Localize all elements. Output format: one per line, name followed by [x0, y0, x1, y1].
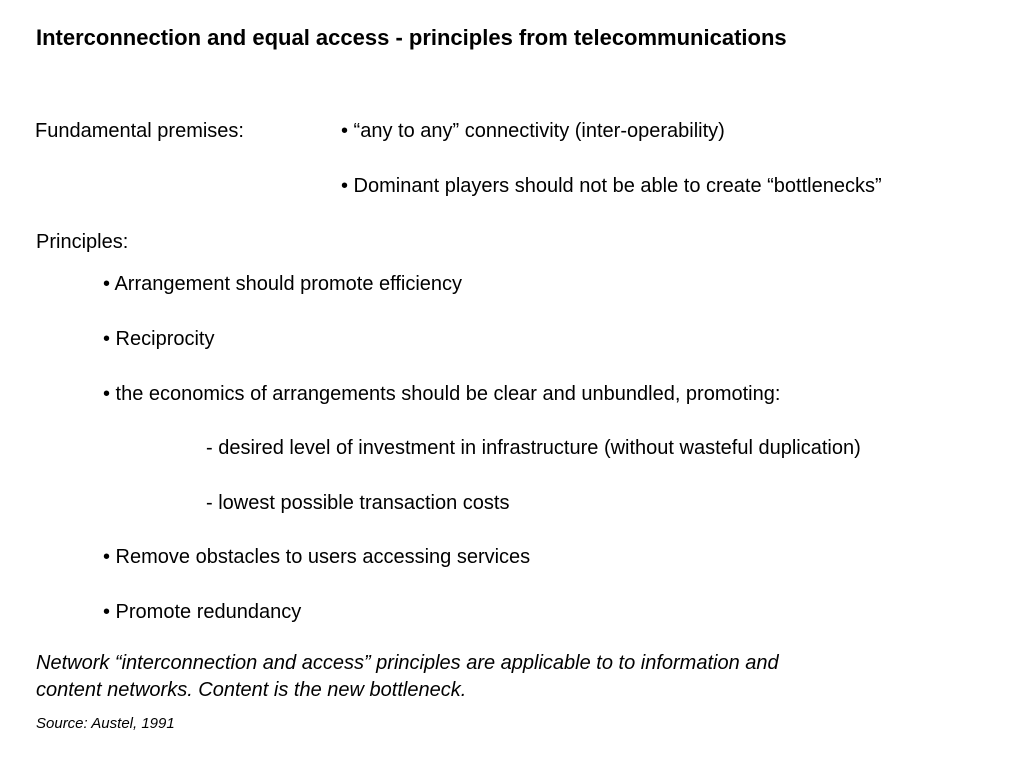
principle-item: • Reciprocity	[103, 328, 215, 350]
principle-subitem: - lowest possible transaction costs	[206, 492, 510, 514]
conclusion-line: content networks. Content is the new bottleneck.	[36, 679, 467, 701]
principles-label: Principles:	[36, 231, 129, 253]
premises-label: Fundamental premises:	[35, 120, 244, 142]
principle-subitem: - desired level of investment in infrastructure (without wasteful duplication)	[206, 437, 861, 459]
principle-item: • Arrangement should promote efficiency	[103, 273, 463, 295]
source-citation: Source: Austel, 1991	[36, 715, 175, 732]
premise-item: • Dominant players should not be able to create “bottlenecks”	[341, 175, 882, 197]
conclusion-line: Network “interconnection and access” principles are applicable to to information and	[36, 652, 779, 674]
principle-item: • Remove obstacles to users accessing services	[103, 546, 531, 568]
principle-item: • the economics of arrangements should be clear and unbundled, promoting:	[103, 383, 781, 405]
slide-title: Interconnection and equal access - principles from telecommunications	[36, 25, 787, 50]
conclusion-note	[36, 650, 936, 704]
premise-item: • “any to any” connectivity (inter-operability)	[341, 120, 725, 142]
principle-item: • Promote redundancy	[103, 601, 302, 623]
